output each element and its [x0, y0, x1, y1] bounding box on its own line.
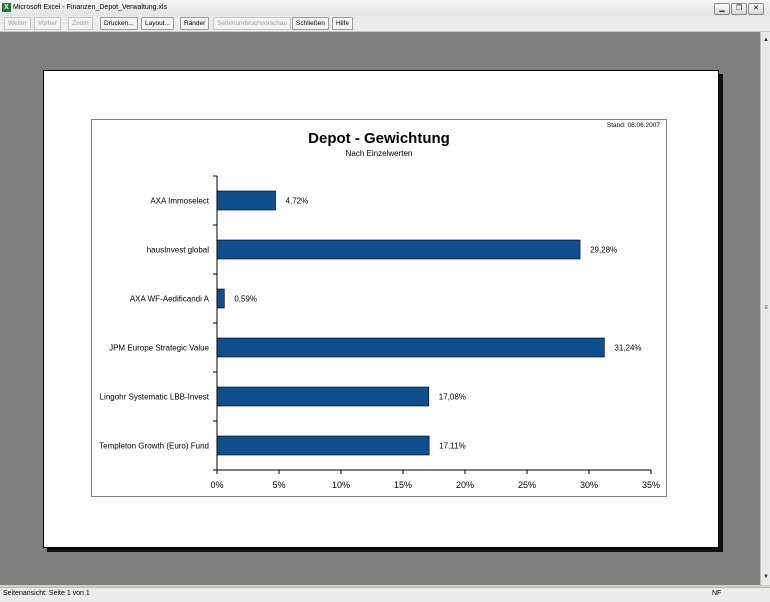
- x-tick-label: 15%: [393, 480, 413, 490]
- status-mode: NF: [712, 590, 722, 597]
- bar: [217, 191, 276, 210]
- zoom-button[interactable]: Zoom: [68, 17, 93, 30]
- chart-title: Depot - Gewichtung: [308, 130, 450, 147]
- x-tick-label: 20%: [455, 480, 475, 490]
- data-label: 17,08%: [438, 392, 466, 402]
- close-preview-button[interactable]: Schließen: [292, 17, 329, 30]
- help-button[interactable]: Hilfe: [332, 17, 353, 30]
- category-label: AXA WF-Aedificandi A: [129, 294, 209, 304]
- status-text: Seitenansicht: Seite 1 von 1: [3, 590, 90, 597]
- page-setup-button[interactable]: Layout...: [141, 17, 174, 30]
- category-label: Templeton Growth (Euro) Fund: [99, 441, 209, 451]
- scroll-grip-icon[interactable]: ≡: [764, 305, 768, 311]
- category-label: hausInvest global: [146, 245, 209, 255]
- next-page-button[interactable]: Weiter: [4, 17, 31, 30]
- bar: [217, 289, 224, 308]
- x-tick-label: 0%: [210, 480, 224, 490]
- scroll-up-icon[interactable]: ▲: [763, 37, 769, 43]
- status-bar: [0, 587, 770, 602]
- x-tick-label: 5%: [272, 480, 286, 490]
- margins-button[interactable]: Ränder: [180, 17, 209, 30]
- minimize-icon: ▁: [719, 5, 725, 12]
- data-label: 17,11%: [439, 441, 466, 451]
- x-tick-label: 25%: [517, 480, 537, 490]
- bar: [217, 387, 429, 406]
- bar: [217, 240, 580, 259]
- data-label: 31,24%: [614, 343, 642, 353]
- restore-icon: ❐: [735, 5, 743, 12]
- x-tick-label: 35%: [641, 480, 661, 490]
- previous-page-button[interactable]: Vorher: [34, 17, 61, 30]
- print-button[interactable]: Drucken...: [100, 17, 138, 30]
- x-tick-label: 10%: [331, 480, 351, 490]
- category-label: Lingohr Systematic LBB-Invest: [99, 392, 209, 402]
- category-label: AXA Immoselect: [150, 196, 209, 206]
- window-title: Microsoft Excel - Finanzen_Depot_Verwaltung.xls: [13, 4, 168, 11]
- close-icon: ✕: [753, 5, 759, 12]
- data-label: 4,72%: [285, 196, 309, 206]
- excel-icon: X: [2, 3, 11, 12]
- bar: [217, 436, 429, 455]
- x-tick-label: 30%: [579, 480, 599, 490]
- bar: [217, 338, 604, 357]
- chart-date-stamp: Stand: 08.06.2007: [606, 122, 660, 129]
- page-break-preview-button[interactable]: Seitenumbruchvorschau: [213, 17, 291, 30]
- chart-subtitle: Nach Einzelwerten: [345, 149, 413, 158]
- data-label: 0,59%: [234, 294, 258, 304]
- scroll-down-icon[interactable]: ▼: [763, 574, 769, 580]
- data-label: 29,28%: [590, 245, 618, 255]
- category-label: JPM Europe Strategic Value: [109, 343, 209, 353]
